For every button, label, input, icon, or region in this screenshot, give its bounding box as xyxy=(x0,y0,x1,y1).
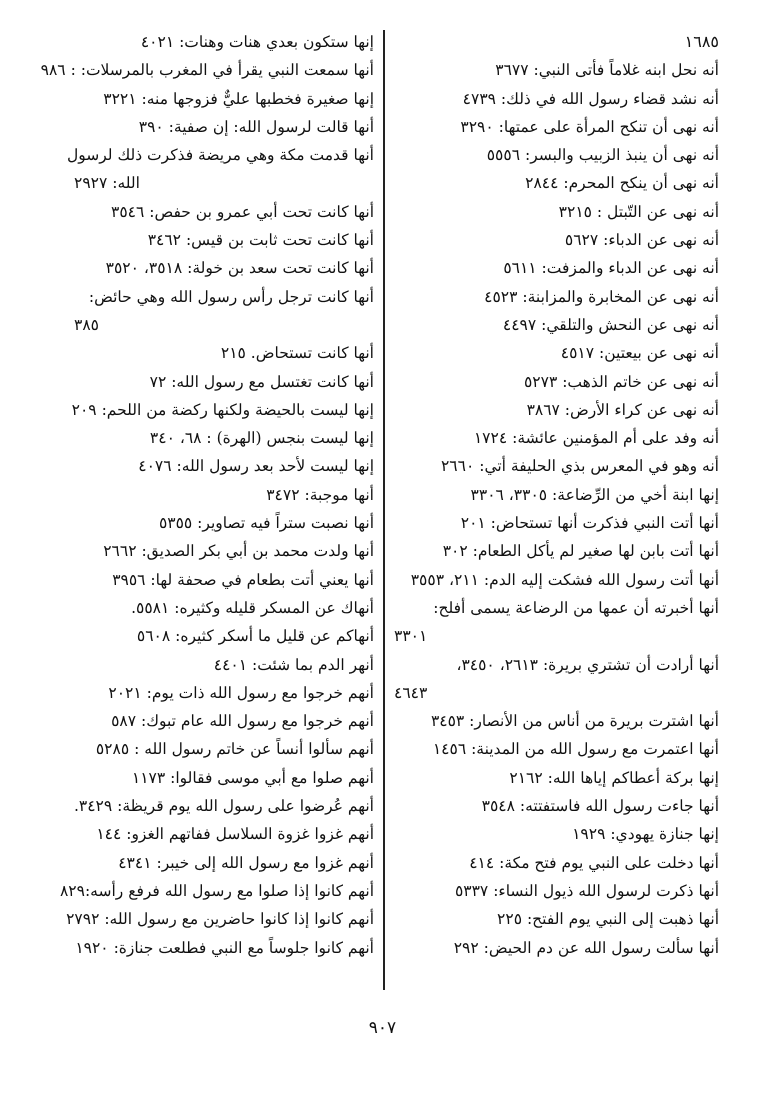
index-entry: أنها دخلت على النبي يوم فتح مكة: ٤١٤ xyxy=(469,853,719,872)
index-entry: ٣٨٥ xyxy=(74,315,99,334)
index-entry: إنها بركة أعطاكم إياها الله: ٢١٦٢ xyxy=(509,768,719,787)
index-entry: إنها ليست بالحيضة ولكنها ركضة من اللحم: ٢٠٩ xyxy=(71,400,374,419)
index-entry: ٤٦٤٣ xyxy=(394,683,428,702)
index-entry: أنهم صلوا مع أبي موسى فقالوا: ١١٧٣ xyxy=(131,768,374,787)
index-entry: أنه وهو في المعرس بذي الحليفة أتي: ٢٦٦٠ xyxy=(440,457,719,476)
index-entry: أنها كانت تحت ثابت بن قيس: ٣٤٦٢ xyxy=(147,231,374,250)
index-entry: أنها كانت تحت سعد بن خولة: ٣٥١٨، ٣٥٢٠ xyxy=(105,259,374,278)
index-entry: أنه نهى أن ينكح المحرم: ٢٨٤٤ xyxy=(525,174,719,193)
index-entry: إنها صغيرة فخطبها عليٌّ فزوجها منه: ٣٢٢١ xyxy=(103,89,374,108)
index-entry: أنهاكم عن قليل ما أسكر كثيره: ٥٦٠٨ xyxy=(136,627,374,646)
left-column xyxy=(40,28,374,962)
index-entry: أنها جاءت رسول الله فاستفتته: ٣٥٤٨ xyxy=(481,797,719,816)
index-entry: أنها كانت ترجل رأس رسول الله وهي حائض: xyxy=(88,287,374,306)
index-entry: إنها جنازة يهودي: ١٩٢٩ xyxy=(572,825,719,844)
index-entry: أنه نهى عن بيعتين: ٤٥١٧ xyxy=(560,344,719,363)
page-number: ٩٠٧ xyxy=(368,1018,397,1038)
index-entry: أنهم غزوا غزوة السلاسل ففاتهم الغزو: ١٤٤ xyxy=(96,825,374,844)
index-entry: أنها ذهبت إلى النبي يوم الفتح: ٢٢٥ xyxy=(497,910,719,929)
index-entry: أنها اشترت بريرة من أناس من الأنصار: ٣٤٥٣ xyxy=(430,712,719,731)
index-entry: أنها سألت رسول الله عن دم الحيض: ٢٩٢ xyxy=(453,938,719,957)
index-entry: أنه نهى عن الدباء والمزفت: ٥٦١١ xyxy=(503,259,719,278)
index-entry: أنها موجبة: ٣٤٧٢ xyxy=(266,485,374,504)
index-entry: أنهم خرجوا مع رسول الله ذات يوم: ٢٠٢١ xyxy=(108,683,374,702)
index-entry: أنها كانت تحت أبي عمرو بن حفص: ٣٥٤٦ xyxy=(111,202,374,221)
index-entry: أنهم غزوا مع رسول الله إلى خيبر: ٤٣٤١ xyxy=(118,853,374,872)
index-entry: أنها قالت لرسول الله: إن صفية: ٣٩٠ xyxy=(138,117,374,136)
index-entry: أنه نهى أن ينبذ الزبيب والبسر: ٥٥٥٦ xyxy=(486,146,719,165)
column-divider xyxy=(383,30,385,990)
index-entry: أنهم كانوا إذا صلوا مع رسول الله فرفع رأسه:٨٢٩ xyxy=(59,881,374,900)
index-entry: أنها أتت بابن لها صغير لم يأكل الطعام: ٣٠٢ xyxy=(442,542,719,561)
index-entry: أنهم سألوا أنساً عن خاتم رسول الله : ٥٢٨٥ xyxy=(95,740,374,759)
index-entry: أنها أتت النبي فذكرت أنها تستحاض: ٢٠١ xyxy=(460,514,719,533)
index-entry: أنه نهى عن خاتم الذهب: ٥٢٧٣ xyxy=(523,372,719,391)
index-entry: إنها ليست بنجس (الهرة) : ٦٨، ٣٤٠ xyxy=(149,429,374,448)
index-entry: أنها أتت رسول الله فشكت إليه الدم: ٢١١، ٣٥٥٣ xyxy=(410,570,719,589)
index-entry: أنه نهى عن كراء الأرض: ٣٨٦٧ xyxy=(526,400,719,419)
index-entry: أنها ذكرت لرسول الله ذيول النساء: ٥٣٣٧ xyxy=(454,881,719,900)
index-entry: أنهم عُرضوا على رسول الله يوم قريظة: ٣٤٢٩. xyxy=(73,797,374,816)
right-column xyxy=(394,28,719,962)
page-reference: ١٦٨٥ xyxy=(684,32,719,51)
index-entry: إنها ليست لأحد بعد رسول الله: ٤٠٧٦ xyxy=(138,457,374,476)
index-entry: إنها ستكون بعدي هنات وهنات: ٤٠٢١ xyxy=(140,33,374,51)
index-entry: أنه نهى عن الدباء: ٥٦٢٧ xyxy=(564,231,719,250)
index-entry: أنه نحل ابنه غلاماً فأتى النبي: ٣٦٧٧ xyxy=(495,61,719,80)
index-entry: ٣٣٠١ xyxy=(394,627,428,646)
index-entry: أنه نهى عن التّبتل : ٣٢١٥ xyxy=(558,202,719,221)
index-entry: أنه نهى عن المخابرة والمزابنة: ٤٥٢٣ xyxy=(484,287,719,306)
index-entry: أنه نهى أن تنكح المرأة على عمتها: ٣٢٩٠ xyxy=(460,117,719,136)
index-entry: أنهم كانوا جلوساً مع النبي فطلعت جنازة: ١٩٢٠ xyxy=(75,938,374,957)
index-entry: الله: ٢٩٢٧ xyxy=(74,174,140,193)
index-entry: أنه وفد على أم المؤمنين عائشة: ١٧٢٤ xyxy=(473,429,719,448)
index-entry: أنهر الدم بما شئت: ٤٤٠١ xyxy=(213,655,374,674)
index-entry: أنها نصبت ستراً فيه تصاوير: ٥٣٥٥ xyxy=(158,514,374,533)
index-entry: أنهاك عن المسكر قليله وكثيره: ٥٥٨١. xyxy=(131,598,374,617)
index-entry: أنه نهى عن النحش والتلقي: ٤٤٩٧ xyxy=(502,315,719,334)
index-entry: أنها قدمت مكة وهي مريضة فذكرت ذلك لرسول xyxy=(66,146,374,165)
index-entry: أنها ولدت محمد بن أبي بكر الصديق: ٢٦٦٢ xyxy=(103,542,374,561)
index-entry: أنها اعتمرت مع رسول الله من المدينة: ١٤٥٦ xyxy=(432,740,719,759)
index-entry: أنهم خرجوا مع رسول الله عام تبوك: ٥٨٧ xyxy=(111,712,374,731)
index-entry: أنها أخبرته أن عمها من الرضاعة يسمى أفلح: xyxy=(433,598,719,617)
index-entry: أنها يعني أتت بطعام في صحفة لها: ٣٩٥٦ xyxy=(112,570,374,589)
index-entry: أنها كانت تغتسل مع رسول الله: ٧٢ xyxy=(149,372,374,391)
index-entry: إنها ابنة أخي من الرِّضاعة: ٣٣٠٥، ٣٣٠٦ xyxy=(470,485,719,504)
index-entry: أنها سمعت النبي يقرأ في المغرب بالمرسلات: : ٩٨٦ xyxy=(40,61,374,80)
index-entry: أنه نشد قضاء رسول الله في ذلك: ٤٧٣٩ xyxy=(462,89,719,108)
index-entry: أنها كانت تستحاض. ٢١٥ xyxy=(220,344,374,363)
index-entry: أنها أرادت أن تشتري بريرة: ٢٦١٣، ٣٤٥٠، xyxy=(456,655,719,674)
index-entry: أنهم كانوا إذا كانوا حاضرين مع رسول الله: ٢٧٩٢ xyxy=(66,910,374,929)
